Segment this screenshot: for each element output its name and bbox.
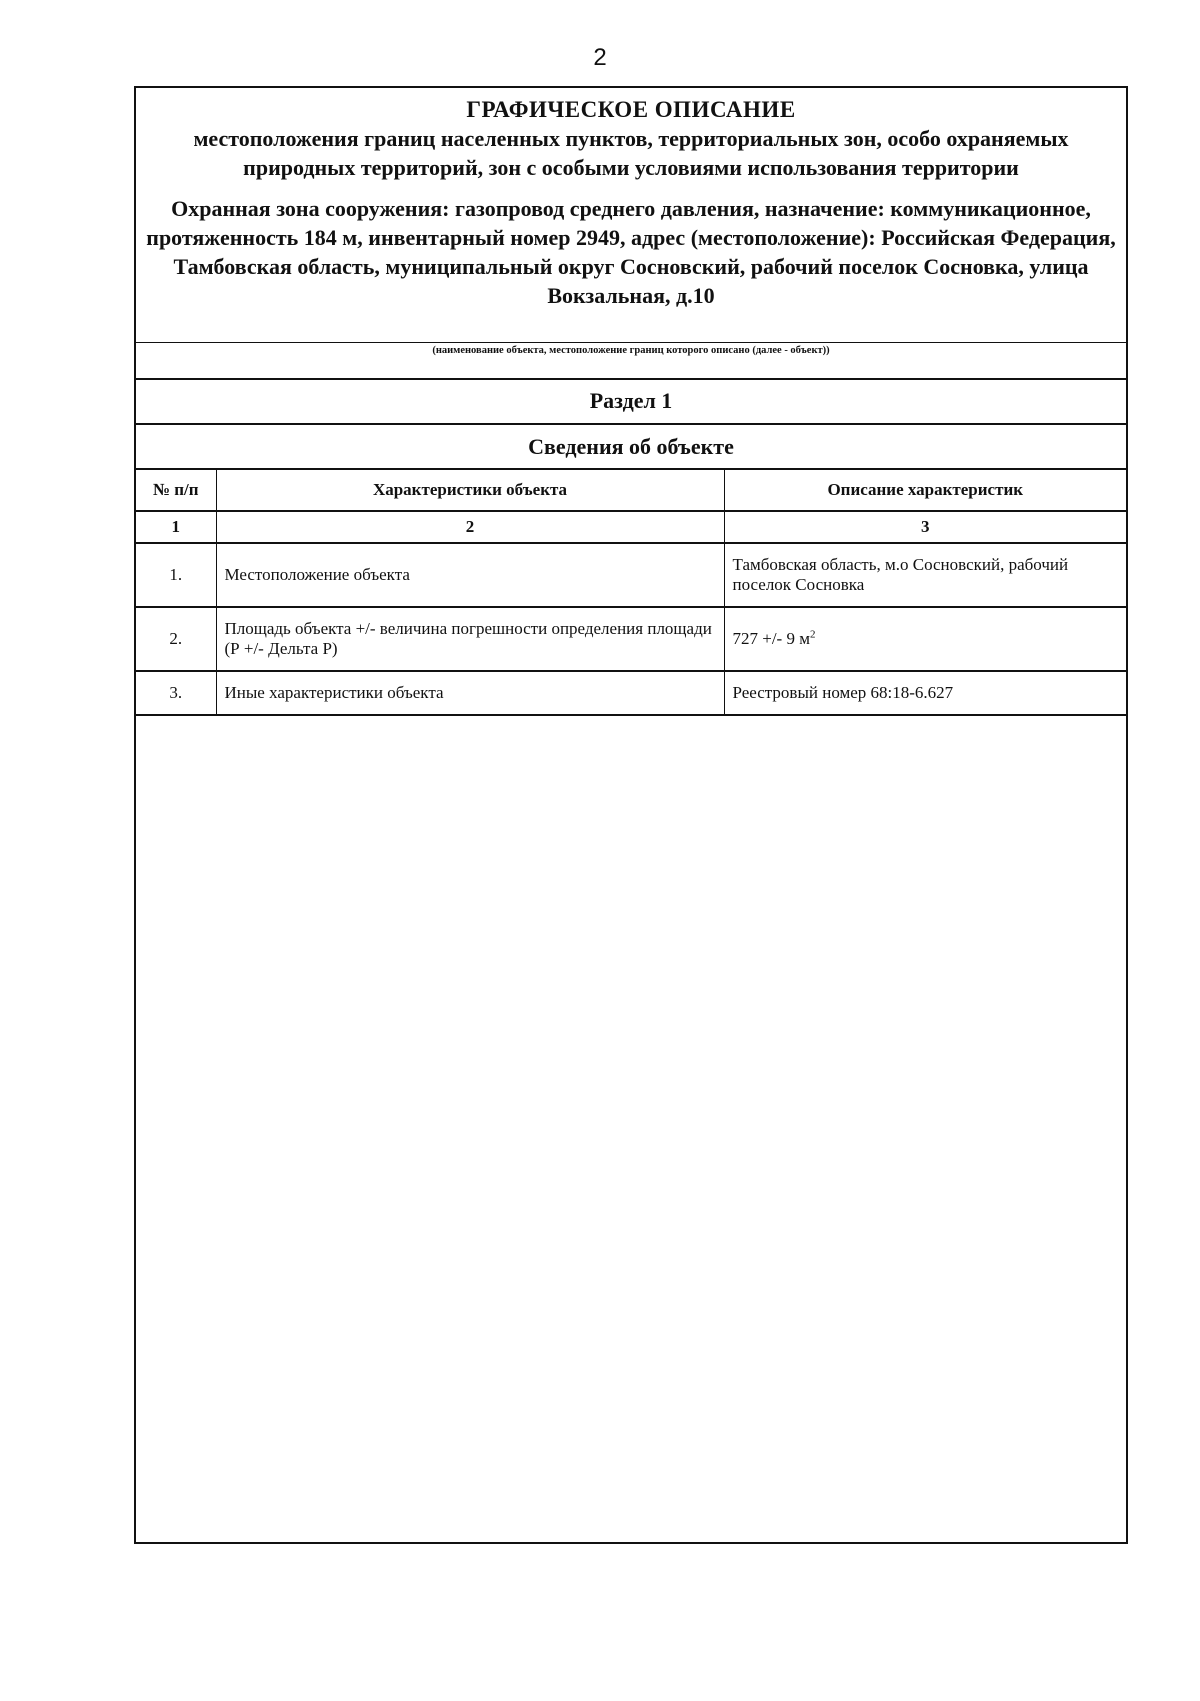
table-row — [136, 543, 1126, 607]
row-description: Реестровый номер 68:18-6.627 — [724, 671, 1126, 715]
section-heading: Сведения об объекте — [136, 425, 1126, 470]
row-description-cell — [724, 607, 1126, 671]
document-title: ГРАФИЧЕСКОЕ ОПИСАНИЕ — [466, 97, 796, 122]
object-name-hint: (наименование объекта, местоположение границ которого описано (далее - объект)) — [136, 342, 1126, 380]
row-number: 2. — [136, 607, 216, 671]
column-number: 3 — [724, 511, 1126, 543]
row-number: 1. — [136, 543, 216, 607]
table-header-row — [136, 470, 1126, 511]
table-row — [136, 671, 1126, 715]
column-header-description: Описание характеристик — [724, 470, 1126, 511]
row-characteristic: Площадь объекта +/- величина погрешности определения площади (Р +/- Дельта Р) — [216, 607, 724, 671]
row-characteristic: Местоположение объекта — [216, 543, 724, 607]
area-unit-superscript: 2 — [809, 628, 816, 641]
column-number: 2 — [216, 511, 724, 543]
row-number: 3. — [136, 671, 216, 715]
table-row — [136, 607, 1126, 671]
row-description: 727 +/- 9 м — [732, 629, 810, 648]
column-header-characteristic: Характеристики объекта — [216, 470, 724, 511]
row-characteristic: Иные характеристики объекта — [216, 671, 724, 715]
object-info-table — [136, 470, 1126, 716]
page-number: 2 — [593, 44, 607, 71]
column-header-number: № п/п — [136, 470, 216, 511]
document-subtitle: местоположения границ населенных пунктов, территориальных зон, особо охраняемых природных территорий, зон с особыми условиями использования территории — [193, 126, 1069, 180]
object-name: Охранная зона сооружения: газопровод среднего давления, назначение: коммуникационное, протяженность 184 м, инвентарный номер 2949, адрес (местоположение): Российская Федерация, Тамбовская область, муниципальный округ Сосновский, рабочий поселок Сосновка, улица Вокзальная, д.10 — [146, 196, 1116, 308]
document-frame — [134, 86, 1128, 1544]
document-header — [136, 88, 1126, 342]
column-number: 1 — [136, 511, 216, 543]
section-label: Раздел 1 — [136, 380, 1126, 425]
column-number-row — [136, 511, 1126, 543]
row-description: Тамбовская область, м.о Сосновский, рабочий поселок Сосновка — [724, 543, 1126, 607]
